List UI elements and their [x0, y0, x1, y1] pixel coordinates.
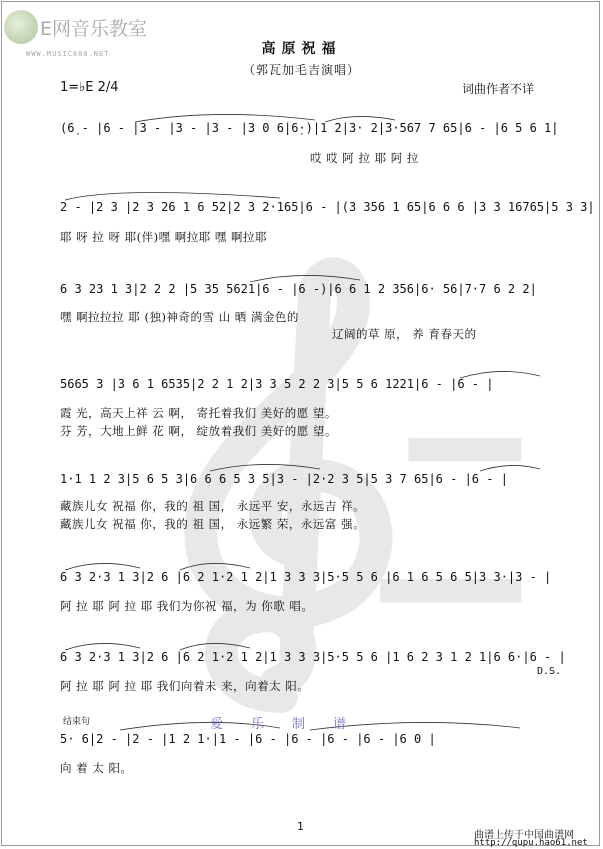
- footer-url[interactable]: http://qupu.hao61.net: [474, 838, 588, 848]
- lyric-line-2: 耶 呀 拉 呀 耶(伴)嘿 啊拉耶 嘿 啊拉耶: [60, 230, 268, 244]
- score-line-5: 1·1 1 2 3|5 6 5 3|6 6 6 5 3 5|3 - |2·2 3 5|5 3 7 65|6 - |6 - |: [60, 472, 508, 486]
- footer-text: 曲谱上传于中国曲谱网: [474, 830, 574, 841]
- lyric-line-5a: 藏族儿女 祝福 你，我的 祖 国， 永远平 安，永远吉 祥。: [60, 499, 366, 513]
- lyric-line-7: 阿 拉 耶 阿 拉 耶 我们向着未 来，向着太 阳。: [60, 679, 310, 693]
- lyric-line-1: 哎 哎 阿 拉 耶 阿 拉: [310, 151, 419, 165]
- author-credit: 词曲作者不详: [462, 82, 535, 96]
- lyric-line-3b: 辽阔的草 原， 养 育春天的: [332, 327, 477, 341]
- logo-url: WWW.MUSIC888.NET: [26, 50, 110, 58]
- song-subtitle: （郭瓦加毛吉演唱）: [242, 63, 360, 77]
- ending-label: 结束句: [63, 717, 91, 727]
- score-line-3: 6 3 23 1 3|2 2 2 |5 35 5621|6 - |6 -)|6 6 1 2 356|6· 56|7·7 6 2 2|: [60, 282, 537, 296]
- lyric-line-6: 阿 拉 耶 阿 拉 耶 我们为你祝 福，为 你歌 唱。: [60, 599, 314, 613]
- lyric-line-5b: 藏族儿女 祝福 你，我的 祖 国， 永远繁 荣，永远富 强。: [60, 517, 366, 531]
- score-line-2: 2 - |2 3 |2 3 26 1 6 52|2 3 2·165|6 - |(3 356 1 65|6 6 6 |3 3 16765|5 3 3|: [60, 200, 595, 214]
- dal-segno-mark: D.S.: [537, 666, 562, 677]
- key-signature: 1=♭E 2/4: [60, 80, 119, 95]
- lyric-line-8: 向 着 太 阳。: [60, 761, 133, 775]
- song-title: 高原祝福: [261, 41, 342, 57]
- score-line-8: 5· 6|2 - |2 - |1 2 1·|1 - |6 - |6 - |6 - |6 - |6 0 |: [60, 732, 436, 746]
- logo-text: E网音乐教室: [40, 17, 148, 40]
- score-line-4: 5665 3 |3 6 1 6535|2 2 1 2|3 3 5 2 2 3|5 5 6 1221|6 - |6 - |: [60, 377, 494, 391]
- lyric-line-3a: 嘿 啊拉拉拉 耶 (独)神奇的雪 山 晒 满金色的: [60, 310, 299, 324]
- score-line-7: 6 3 2·3 1 3|2 6 |6 2 1·2 1 2|1 3 3 3|5·5 5 6 |1 6 2 3 1 2 1|6 6·|6 - |: [60, 650, 566, 664]
- score-line-1: (6̣ - |6 - |3 - |3 - |3 - |3 0 6̣|6̣·)|1 2|3· 2|3·567 7 65|6 - |6 5 6 1̇|: [60, 121, 559, 135]
- lyric-line-4a: 霞 光，高天上祥 云 啊， 寄托着我们 美好的愿 望。: [60, 406, 337, 420]
- page-number: 1: [297, 820, 304, 833]
- stamp-watermark: 爱乐制谱: [210, 717, 375, 732]
- score-line-6: 6 3 2·3 1 3|2 6 |6 2 1·2 1 2|1 3 3 3|5·5 5 6 |6 1 6 5 6 5|3 3·|3 - |: [60, 570, 552, 584]
- lyric-line-4b: 芬 芳，大地上鲜 花 啊， 绽放着我们 美好的愿 望。: [60, 424, 337, 438]
